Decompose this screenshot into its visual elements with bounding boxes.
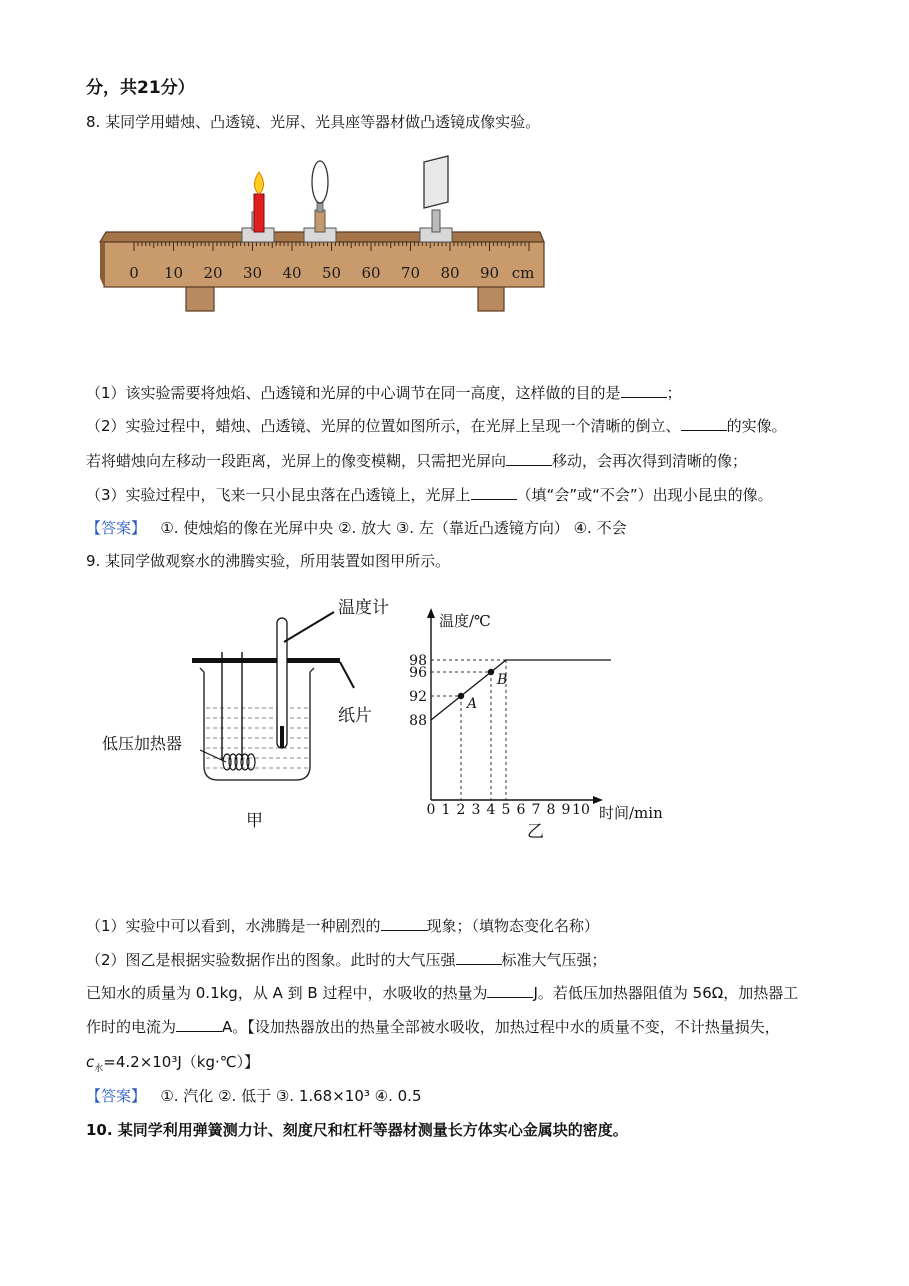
optical-bench-figure (96, 150, 556, 325)
q8-part1: （1）该实验需要将烛焰、凸透镜和光屏的中心调节在同一高度，这样做的目的是 ； (86, 384, 682, 402)
q9-part5: $c_水=4.2\times 10^3J(kg\cdot℃)$】 (86, 1053, 260, 1074)
blank-3 (506, 451, 552, 466)
ruler-label: 90 (479, 264, 500, 282)
q8-part2: （2）实验过程中，蜡烛、凸透镜、光屏的位置如图所示，在光屏上呈现一个清晰的倒立、 的实像。 (86, 417, 787, 435)
label-jia: 甲 (246, 811, 263, 831)
ruler-label: 60 (361, 264, 381, 282)
q8-part2-cont: 若将蜡烛向左移动一段距离，光屏上的像变模糊，只需把光屏向 移动，会再次得到清晰的像； (86, 452, 748, 470)
x-tick-label: 7 (531, 802, 541, 818)
label-heater: 低压加热器 (102, 734, 183, 753)
section-header: 分，共21分） (86, 78, 195, 98)
blank-8 (176, 1017, 222, 1032)
x-tick-label: 8 (546, 802, 556, 818)
y-tick-label: 88 (409, 713, 427, 729)
ruler-label: 50 (321, 264, 342, 282)
ruler-label: 10 (163, 264, 184, 282)
x-tick-label: 4 (486, 802, 496, 818)
q9-stem: 9. 某同学做观察水的沸腾实验，所用装置如图甲所示。 (86, 552, 451, 570)
q9-part3: 已知水的质量为 0.1kg，从 A 到 B 过程中，水吸收的热量为 J。若低压加热器阻值为 56Ω，加热器工 (86, 984, 799, 1002)
x-tick-label: 3 (471, 802, 481, 818)
q8-stem: 8. 某同学用蜡烛、凸透镜、光屏、光具座等器材做凸透镜成像实验。 (86, 113, 541, 131)
x-tick-label: 1 (441, 802, 451, 818)
y-tick-label: 96 (409, 665, 427, 681)
label-yi: 乙 (527, 822, 544, 842)
blank-2 (681, 416, 727, 431)
ruler-label: 40 (282, 264, 302, 282)
q8-answer: 【答案】 ①. 使烛焰的像在光屏中央 ②. 放大 ③. 左（靠近凸透镜方向） ④. 不会 (86, 519, 627, 537)
ruler-label: cm (511, 264, 535, 282)
y-axis-arrow (427, 608, 435, 618)
point-B (488, 669, 494, 675)
q10-stem: 10. 某同学利用弹簧测力计、刻度尺和杠杆等器材测量长方体实心金属块的密度。 (86, 1121, 628, 1139)
blank-5 (381, 916, 427, 931)
x-tick-label: 10 (572, 802, 590, 818)
ruler-label: 80 (440, 264, 460, 282)
label-thermometer: 温度计 (338, 598, 389, 618)
q9-part4: 作时的电流为 A。【设加热器放出的热量全部被水吸收，加热过程中水的质量不变，不计热量损失， (86, 1018, 780, 1036)
ruler-label: 70 (400, 264, 421, 282)
candle (254, 194, 264, 232)
x-axis-label: 时间/min (599, 804, 663, 822)
temperature-time-chart (395, 600, 685, 830)
y-tick-label: 92 (409, 689, 427, 705)
point-A (458, 693, 464, 699)
blank-7 (487, 983, 533, 998)
x-axis-arrow (593, 796, 603, 804)
blank-6 (456, 950, 502, 965)
convex-lens (312, 161, 328, 203)
ruler-label: 0 (129, 264, 139, 282)
flame (254, 172, 263, 194)
point-label-B: B (497, 672, 508, 688)
y-tick-label: 98 (409, 653, 427, 669)
ruler-label: 30 (242, 264, 263, 282)
x-tick-label: 9 (561, 802, 571, 818)
heater-coil (223, 754, 255, 770)
y-axis-label: 温度/℃ (439, 612, 491, 630)
x-tick-label: 5 (501, 802, 511, 818)
q9-answer: 【答案】 ①. 汽化 ②. 低于 ③. 1.68×10³ ④. 0.5 (86, 1087, 422, 1105)
q9-part1: （1）实验中可以看到，水沸腾是一种剧烈的 现象；（填物态变化名称） (86, 917, 600, 935)
ruler-label: 20 (203, 264, 223, 282)
point-label-A: A (467, 696, 478, 712)
x-tick-label: 2 (456, 802, 466, 818)
q9-part2: （2）图乙是根据实验数据作出的图象。此时的大气压强 标准大气压强； (86, 951, 607, 969)
x-tick-label: 6 (516, 802, 526, 818)
x-tick-label: 0 (426, 802, 436, 818)
blank-1 (621, 383, 667, 398)
q8-part3: （3）实验过程中，飞来一只小昆虫落在凸透镜上，光屏上 （填“会”或“不会”）出现小昆虫的像。 (86, 486, 773, 504)
label-paper: 纸片 (338, 706, 372, 726)
blank-4 (471, 485, 517, 500)
paper-board (192, 658, 340, 663)
light-screen (424, 156, 448, 208)
